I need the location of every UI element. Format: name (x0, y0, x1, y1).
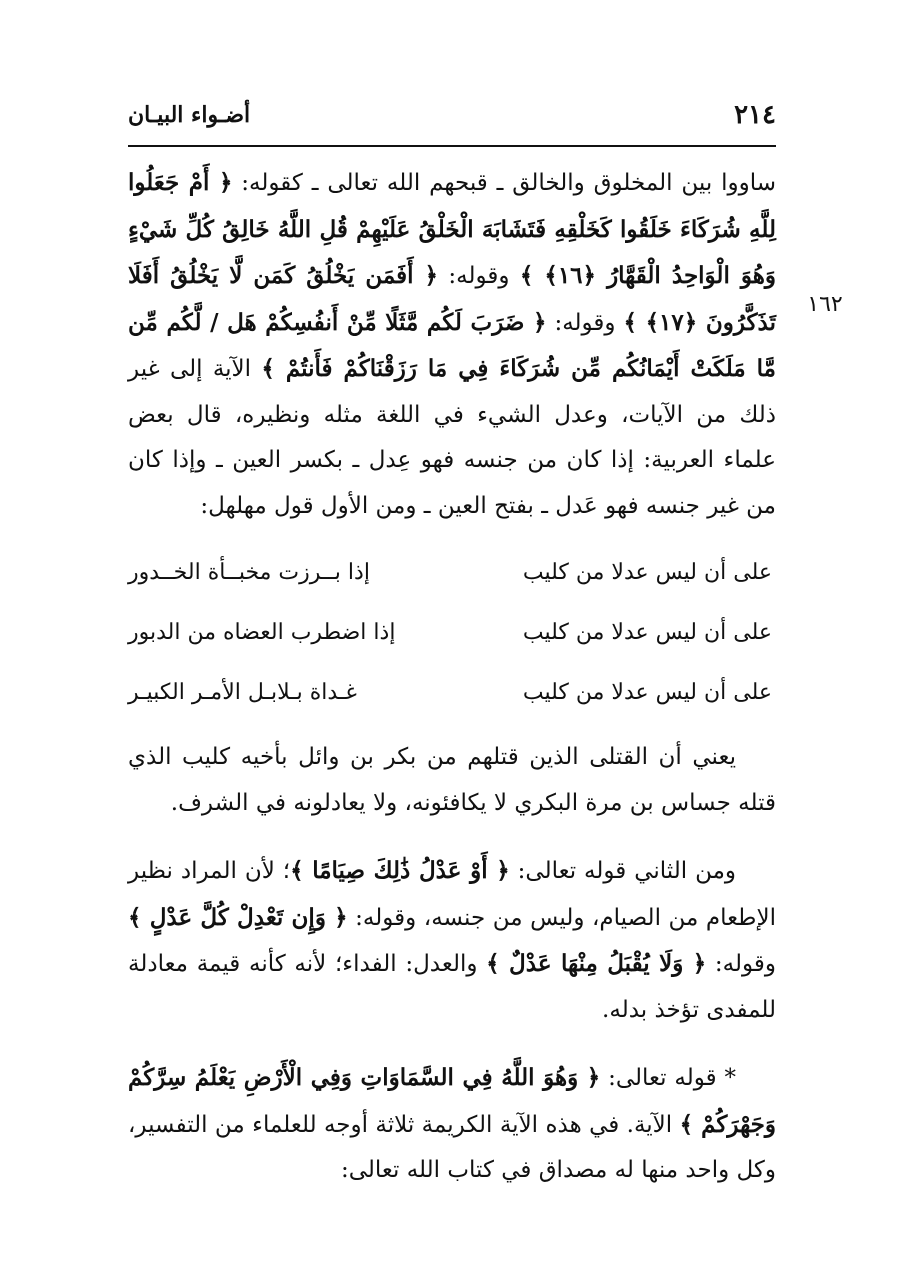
page-body (128, 160, 776, 1194)
verse-first-hemistich: على أن ليس عدلا من كليب (522, 560, 772, 585)
paragraph-3-text-b: ؛ لأن المراد نظير الإطعام من الصيام، وليس من جنسه، وقوله: (128, 858, 776, 931)
paragraph-3-text-a: ومن الثاني قوله تعالى: (509, 858, 737, 884)
paragraph-3-text-c: وقوله: (706, 951, 776, 977)
quran-quote: ﴿ وَهُوَ اللَّهُ فِي السَّمَاوَاتِ وَفِي الْأَرْضِ يَعْلَمُ سِرَّكُمْ وَجَهْرَكُمْ ﴾ (128, 1064, 776, 1138)
verse-second-hemistich: إذا اضطرب العضاه من الدبور (128, 620, 396, 645)
verse-first-hemistich: على أن ليس عدلا من كليب (522, 680, 772, 705)
quran-quote: ﴿ أَفَمَن يَخْلُقُ كَمَن لَّا يَخْلُقُ أَفَلَا تَذَكَّرُونَ ﴿١٧﴾ ﴾ (128, 262, 776, 336)
paragraph-2: يعني أن القتلى الذين قتلهم من بكر بن وائل بأخيه كليب الذي قتله جساس بن مرة البكري لا يكافئونه، ولا يعادلونه في الشرف. (128, 744, 776, 816)
paragraph-4-text-b: الآية. في هذه الآية الكريمة ثلاثة أوجه للعلماء من التفسير، وكل واحد منها له مصداق في كتاب الله تعالى: (128, 1111, 776, 1183)
verse-line (128, 543, 776, 603)
quran-quote: ﴿ أَوْ عَدْلُ ذَٰلِكَ صِيَامًا ﴾ (290, 857, 510, 884)
paragraph-3-text-d: والعدل: الفداء؛ لأنه كأنه قيمة معادلة للمفدى تؤخذ بدله. (128, 951, 776, 1023)
paragraph-1 (128, 160, 776, 529)
verse-second-hemistich: غـداة بـلابـل الأمـر الكبيـر (128, 680, 357, 705)
quran-quote: ﴿ وَلَا يُقْبَلُ مِنْهَا عَدْلٌ ﴾ (486, 950, 707, 977)
quran-quote: ﴿ ضَرَبَ لَكُم مَّثَلًا مِّنْ أَنفُسِكُمْ هَل / لَّكُم مِّن مَّا مَلَكَتْ أَيْمَانُكُم مِّن شُرَكَاءَ فِي مَا رَزَقْنَاكُمْ فَأَنتُمْ ﴾ (128, 308, 776, 382)
paragraph-1-text-d: الآية إلى غير ذلك من الآيات، وعدل الشيء في اللغة مثله ونظيره، قال بعض علماء العربية: إذا كان من جنسه فهو عِدل ـ بكسر العين ـ وإذا كان من غير جنسه فهو عَدل ـ بفتح العين ـ ومن الأول قول مهلهل: (128, 356, 776, 519)
page-number: ٢١٤ (734, 100, 776, 130)
paragraph-3 (128, 848, 776, 1033)
paragraph-4-text-a: * قوله تعالى: (600, 1065, 736, 1091)
paragraph-1-text-c: وقوله: (546, 309, 624, 336)
header-rule (128, 145, 776, 147)
paragraph-1-text-b: وقوله: (438, 263, 520, 289)
page-header (128, 96, 776, 140)
verse-line (128, 663, 776, 723)
verse-line (128, 603, 776, 663)
verse-first-hemistich: على أن ليس عدلا من كليب (522, 620, 772, 645)
margin-page-reference: ١٦٢ (807, 292, 843, 317)
quran-quote: ﴿ وَإِن تَعْدِلْ كُلَّ عَدْلٍ ﴾ (128, 903, 348, 931)
paragraph-4 (128, 1055, 776, 1194)
quran-quote: ﴿ أَمْ جَعَلُوا لِلَّهِ شُرَكَاءَ خَلَقُوا كَخَلْقِهِ فَتَشَابَهَ الْخَلْقُ عَلَيْهِمْ قُلِ اللَّهُ خَالِقُ كُلِّ شَيْءٍ وَهُوَ الْوَاحِدُ الْقَهَّارُ ﴿١٦﴾ ﴾ (128, 169, 776, 289)
paragraph-1-text-a: ساووا بين المخلوق والخالق ـ قبحهم الله تعالى ـ كقوله: (232, 170, 776, 196)
running-title: أضـواء البيـان (128, 102, 251, 128)
poem-verses (128, 543, 776, 723)
verse-second-hemistich: إذا بــرزت مخبــأة الخــدور (128, 560, 370, 585)
